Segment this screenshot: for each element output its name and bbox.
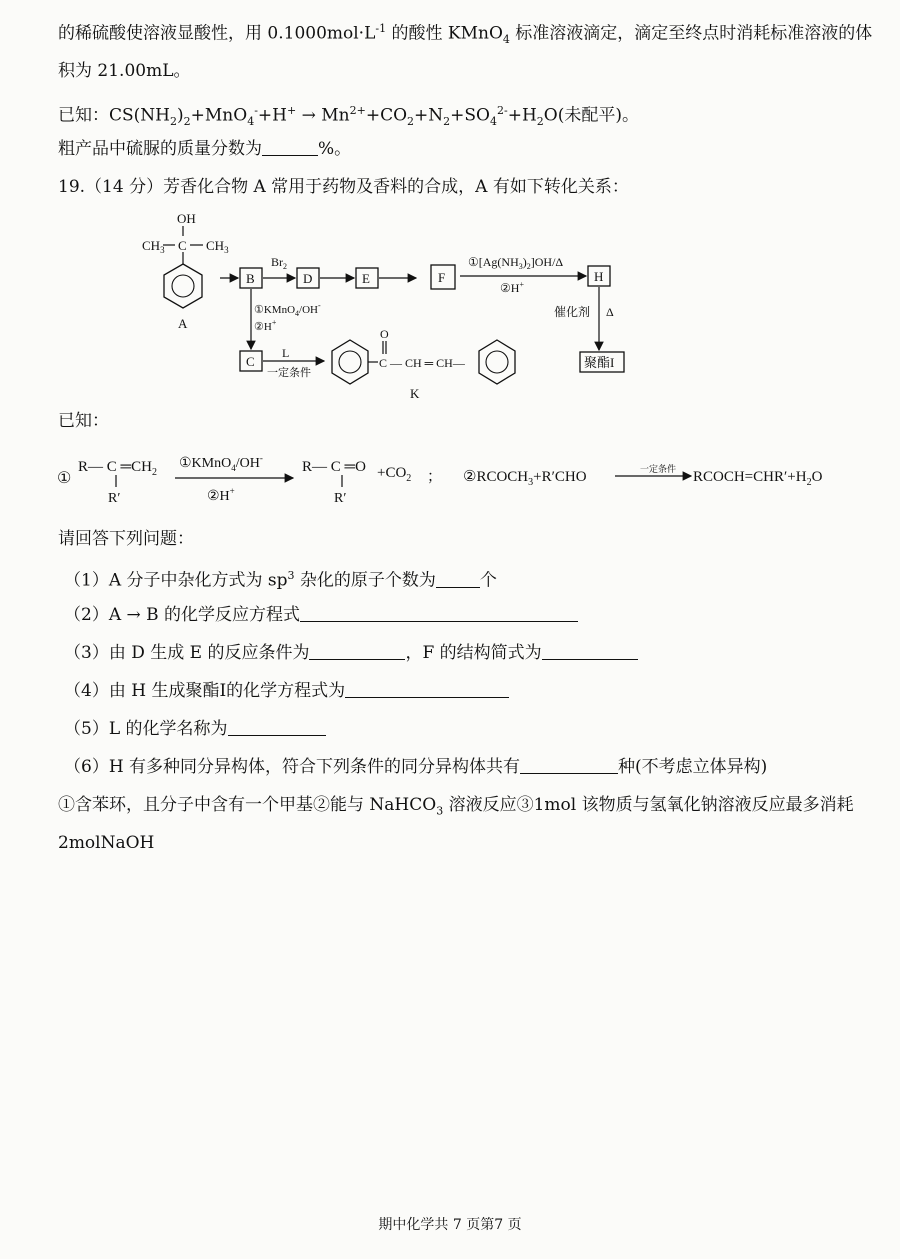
answer-blank-3a <box>309 645 405 660</box>
question-6-conditions: ①含苯环，且分子中含有一个甲基②能与 NaHCO$_3$ 溶液反应③1mol 该物质与氢氧化钠溶液反应最多消耗 <box>58 795 854 818</box>
svg-text:L: L <box>282 346 290 360</box>
svg-text:R— C ═CH2: R— C $═CH_2$ <box>78 459 157 478</box>
question-2: （2）A → B 的化学反应方程式 <box>64 604 578 626</box>
svg-text:②H+: ②H+ <box>500 280 524 295</box>
question-6-conditions-cont: 2molNaOH <box>58 833 155 853</box>
answer-blank-1 <box>436 573 480 588</box>
svg-text:C — CH ═ CH—: C — CH ═ CH— <box>379 356 465 370</box>
answer-blank-4 <box>345 683 509 698</box>
answer-blank-6 <box>520 759 618 774</box>
svg-text:D: D <box>303 271 313 286</box>
question-3: （3）由 D 生成 E 的反应条件为 ，F 的结构简式为 <box>64 642 638 664</box>
svg-text:B: B <box>246 271 255 286</box>
known-title: 已知： <box>58 411 109 431</box>
svg-text:RCOCH=CHR′+H2O: $RCOCH=CHR'+H_2O$ <box>693 469 823 488</box>
svg-text:聚酯I: 聚酯I <box>584 355 615 370</box>
answer-blank-2 <box>300 607 578 622</box>
svg-text:F: F <box>438 270 446 285</box>
svg-text:一定条件: 一定条件 <box>267 367 311 379</box>
svg-text:O: O <box>380 327 389 341</box>
svg-text:②RCOCH3+R′CHO: $②RCOCH_3+R'CHO$ <box>463 469 587 488</box>
svg-text:CH3: $CH_3$ <box>142 238 165 255</box>
question-19-title: 19.（14 分）芳香化合物 A 常用于药物及香料的合成，A 有如下转化关系： <box>58 177 629 197</box>
benzene-ring-k-left <box>332 340 368 384</box>
svg-text:CH3: $CH_3$ <box>206 238 229 255</box>
compound-k-structure <box>332 327 515 401</box>
svg-text:H: H <box>594 269 604 284</box>
svg-text:C: C <box>178 238 187 253</box>
known-reactions <box>55 445 855 515</box>
svg-text:A: A <box>178 316 188 331</box>
answer-blank-3b <box>542 645 638 660</box>
page-footer: 期中化学共 7 页第7 页 <box>378 1217 522 1233</box>
equation-line: 已知：$CS(NH_2)_2+MnO_4^-+H^+ \to Mn^{2+}+CO_2+N_2+SO_4^{2-}+H_2O$(未配平)。 <box>58 104 639 129</box>
question-5: （5）L 的化学名称为 <box>64 718 326 740</box>
svg-text:Br2: $Br_2$ <box>271 255 287 271</box>
benzene-ring-k-right <box>479 340 515 384</box>
answer-blank <box>262 141 318 156</box>
text-line-2: 积为 21.00mL。 <box>58 61 191 81</box>
svg-text:①KMnO4/OH-: ①KMnO$_4$/OH- <box>254 301 321 318</box>
svg-text:一定条件: 一定条件 <box>640 464 677 474</box>
question-6: （6）H 有多种同分异构体，符合下列条件的同分异构体共有 种(不考虑立体异构) <box>64 757 768 777</box>
svg-text:催化剂: 催化剂 <box>554 305 591 319</box>
question-1: （1）A 分子中杂化方式为 $sp^3$ 杂化的原子个数为 个 <box>64 569 497 591</box>
svg-text:R′: R′ <box>108 491 121 506</box>
svg-text:①: ① <box>57 470 72 487</box>
question-18-mass-fraction: 粗产品中硫脲的质量分数为 %。 <box>58 139 352 159</box>
svg-text:；: ； <box>427 469 443 485</box>
svg-text:OH: OH <box>177 211 196 226</box>
svg-text:R— C ═O: R— C ═O <box>302 459 366 475</box>
svg-text:②H+: ②H+ <box>254 318 277 333</box>
questions-heading: 请回答下列问题： <box>58 529 194 549</box>
question-4: （4）由 H 生成聚酯I的化学方程式为 <box>64 680 509 702</box>
svg-text:Δ: Δ <box>606 305 614 319</box>
svg-text:+CO2: $+CO_2$ <box>377 465 412 484</box>
svg-text:K: K <box>410 386 420 401</box>
svg-text:①KMnO4/OH-: ①KMnO$_4$/OH- <box>179 453 263 473</box>
svg-text:①[Ag(NH3)2]OH/Δ: $①[Ag(NH_3)_2]OH/\Delta$ <box>468 255 564 271</box>
answer-blank-5 <box>228 721 326 736</box>
text-line-1: 的稀硫酸使溶液显酸性，用 $0.1000mol\cdot L^{-1}$ 的酸性 KMnO$_4$ 标准溶液滴定，滴定至终点时消耗标准溶液的体 <box>58 22 873 47</box>
svg-text:R′: R′ <box>334 491 347 506</box>
compound-a-structure <box>142 211 229 331</box>
svg-text:C: C <box>246 354 255 369</box>
benzene-ring-a <box>164 264 202 308</box>
svg-text:②H+: ②H+ <box>207 486 235 504</box>
svg-text:E: E <box>362 271 370 286</box>
reaction-scheme <box>120 200 740 410</box>
